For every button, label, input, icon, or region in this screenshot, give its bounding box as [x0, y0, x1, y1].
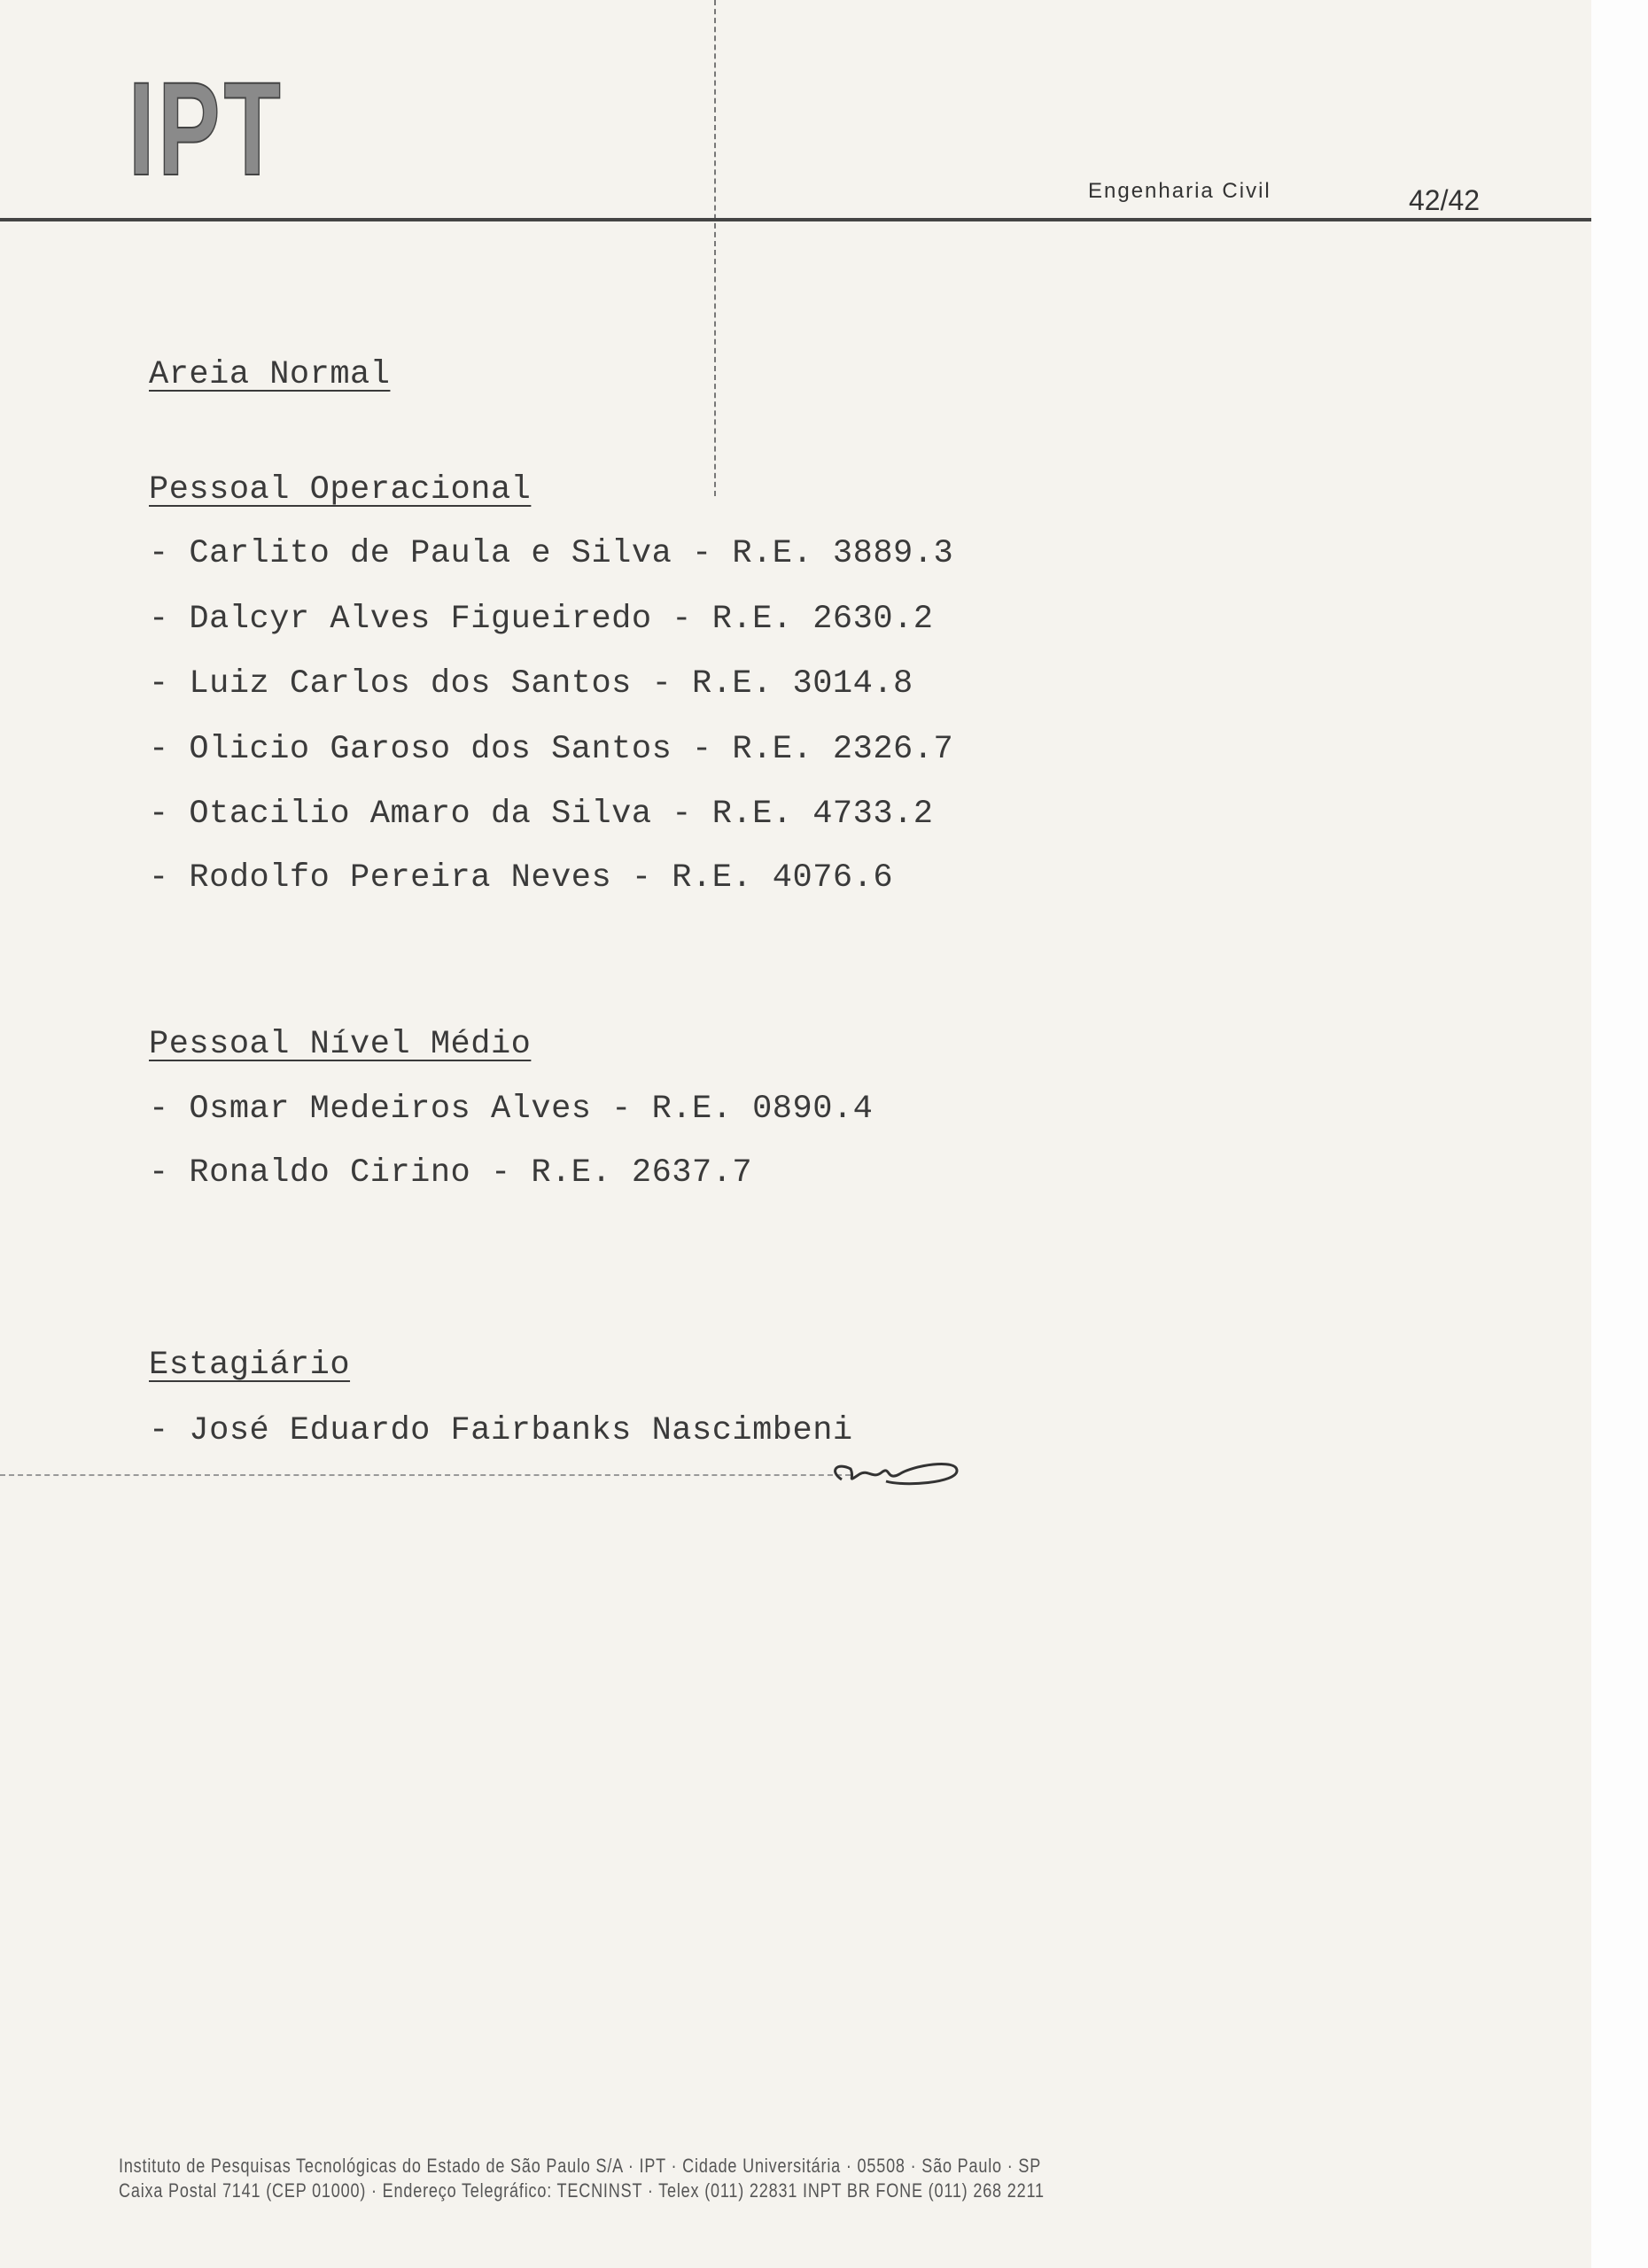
list-item: - Carlito de Paula e Silva - R.E. 3889.3: [149, 535, 954, 572]
list-item: - Otacilio Amaro da Silva - R.E. 4733.2: [149, 796, 934, 833]
dashed-line: [0, 1474, 851, 1476]
footer-line-1: Instituto de Pesquisas Tecnológicas do Estado de São Paulo S/A · IPT · Cidade Universitária · 05508 · São Paulo · SP: [119, 2155, 1042, 2177]
ipt-logo: IPT: [128, 54, 284, 203]
page-number: 42/42: [1409, 184, 1481, 216]
list-item: - Dalcyr Alves Figueiredo - R.E. 2630.2: [149, 601, 934, 638]
list-item: - Ronaldo Cirino - R.E. 2637.7: [149, 1154, 753, 1192]
footer-line-2: Caixa Postal 7141 (CEP 01000) · Endereço Telegráfico: TECNINST · Telex (011) 22831 INPT BR FONE (011) 268 2211: [119, 2179, 1045, 2202]
list-item: - José Eduardo Fairbanks Nascimbeni: [149, 1412, 853, 1449]
fold-mark: [714, 0, 716, 496]
department-label: Engenharia Civil: [1088, 179, 1271, 203]
section-heading: Pessoal Operacional: [149, 471, 532, 509]
signature-icon: [824, 1453, 966, 1497]
list-item: - Osmar Medeiros Alves - R.E. 0890.4: [149, 1091, 874, 1128]
document-title: Areia Normal: [149, 356, 391, 393]
section-heading: Estagiário: [149, 1347, 351, 1384]
header-rule: [0, 218, 1591, 221]
list-item: - Rodolfo Pereira Neves - R.E. 4076.6: [149, 859, 894, 897]
section-heading: Pessoal Nível Médio: [149, 1026, 532, 1063]
list-item: - Luiz Carlos dos Santos - R.E. 3014.8: [149, 665, 913, 703]
list-item: - Olicio Garoso dos Santos - R.E. 2326.7: [149, 731, 954, 768]
